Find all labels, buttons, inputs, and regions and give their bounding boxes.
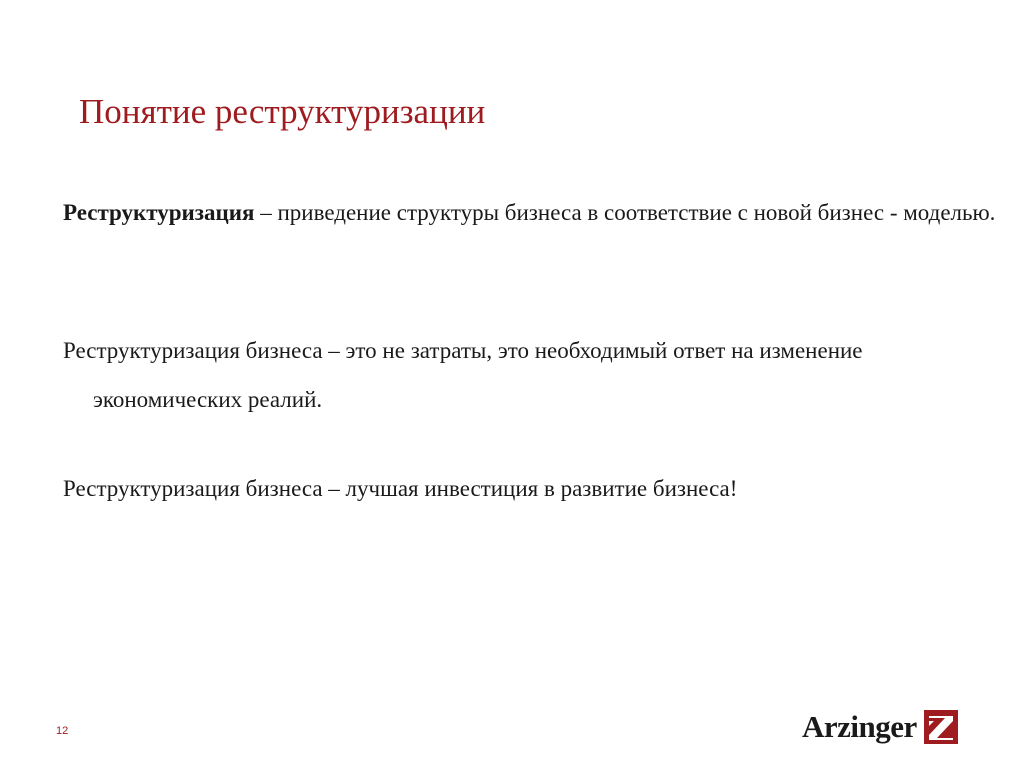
statement-paragraph-1: Реструктуризация бизнеса – это не затраты, это необходимый ответ на изменение экономических реалий.: [63, 338, 863, 412]
arzinger-mark-icon: [923, 709, 959, 745]
arzinger-logo: [802, 707, 959, 747]
slide-title: Понятие реструктуризации: [79, 92, 486, 131]
statement-paragraph-2: Реструктуризация бизнеса – лучшая инвестиция в развитие бизнеса!: [63, 476, 738, 501]
definition-text: – приведение структуры бизнеса в соответствие с новой бизнес - моделью.: [254, 200, 996, 225]
logo-wordmark: Arzinger: [802, 709, 917, 744]
definition-term: Реструктуризация: [63, 200, 255, 225]
page-number: 12: [56, 725, 69, 737]
definition-paragraph: [63, 188, 1013, 237]
